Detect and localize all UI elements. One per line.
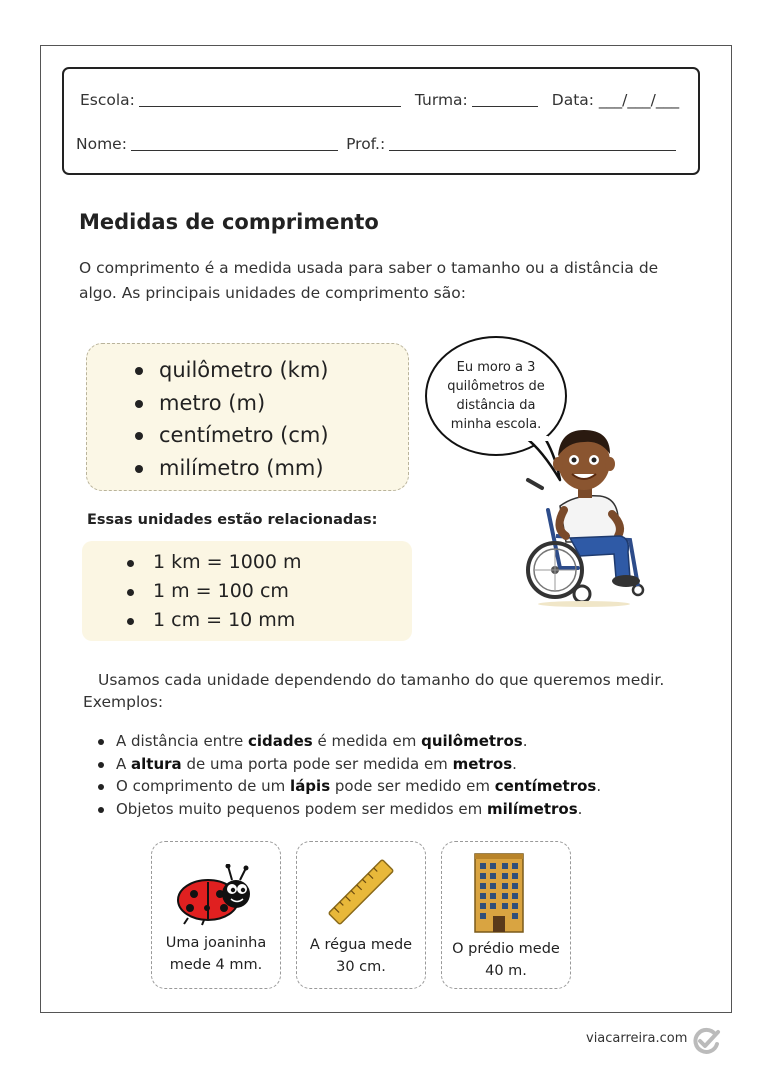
building-caption-1: O prédio mede <box>452 941 560 957</box>
example-item: O comprimento de um lápis pode ser medido em centímetros. <box>96 775 601 798</box>
unit-item: metro (m) <box>135 387 329 420</box>
unit-item: centímetro (cm) <box>135 419 329 452</box>
boy-in-wheelchair-illustration <box>520 418 655 608</box>
ladybug-caption-2: mede 4 mm. <box>169 957 263 973</box>
examples-list <box>96 730 601 820</box>
ladybug-icon <box>174 864 254 926</box>
date-label[interactable]: Data: ___/___/___ <box>551 91 680 109</box>
class-field[interactable] <box>472 91 538 107</box>
name-field[interactable] <box>131 135 338 151</box>
relation-item: 1 m = 100 cm <box>127 577 302 606</box>
building-card <box>441 841 571 989</box>
unit-item: milímetro (mm) <box>135 452 329 485</box>
intro-paragraph: O comprimento é a medida usada para saber o tamanho ou a distância de algo. As principais unidades de comprimento são: <box>79 259 659 302</box>
building-caption-2: 40 m. <box>485 963 527 979</box>
name-label: Nome: <box>76 135 127 153</box>
relation-item: 1 cm = 10 mm <box>127 606 302 635</box>
student-info-box <box>62 67 700 175</box>
units-list <box>135 354 329 484</box>
teacher-field[interactable] <box>389 135 676 151</box>
unit-item: quilômetro (km) <box>135 354 329 387</box>
school-field[interactable] <box>139 91 401 107</box>
ruler-icon <box>325 856 397 928</box>
checkmark-logo-icon <box>691 1026 721 1056</box>
speech-bubble-text: Eu moro a 3 quilômetros de distância da minha escola. <box>447 360 545 432</box>
ladybug-caption-1: Uma joaninha <box>165 935 267 951</box>
units-box <box>86 343 409 491</box>
example-item: A distância entre cidades é medida em quilômetros. <box>96 730 601 753</box>
relations-list <box>127 548 302 635</box>
usage-paragraph: Usamos cada unidade dependendo do tamanho do que queremos medir. Exemplos: <box>83 671 665 711</box>
ruler-caption-1: A régua mede <box>309 937 413 953</box>
footer-site[interactable]: viacarreira.com <box>586 1031 688 1046</box>
school-label: Escola: <box>80 91 135 109</box>
ruler-card <box>296 841 426 989</box>
building-icon <box>473 852 525 934</box>
example-item: Objetos muito pequenos podem ser medidos em milímetros. <box>96 798 601 821</box>
class-label: Turma: <box>414 91 468 109</box>
example-item: A altura de uma porta pode ser medida em metros. <box>96 753 601 776</box>
relations-title: Essas unidades estão relacionadas: <box>87 512 378 528</box>
page-title: Medidas de comprimento <box>79 210 379 234</box>
header-row-2 <box>76 135 682 153</box>
teacher-label: Prof.: <box>346 135 386 153</box>
header-row-1 <box>80 91 682 109</box>
relation-item: 1 km = 1000 m <box>127 548 302 577</box>
ladybug-card <box>151 841 281 989</box>
relations-box <box>82 541 412 641</box>
ruler-caption-2: 30 cm. <box>336 959 386 975</box>
